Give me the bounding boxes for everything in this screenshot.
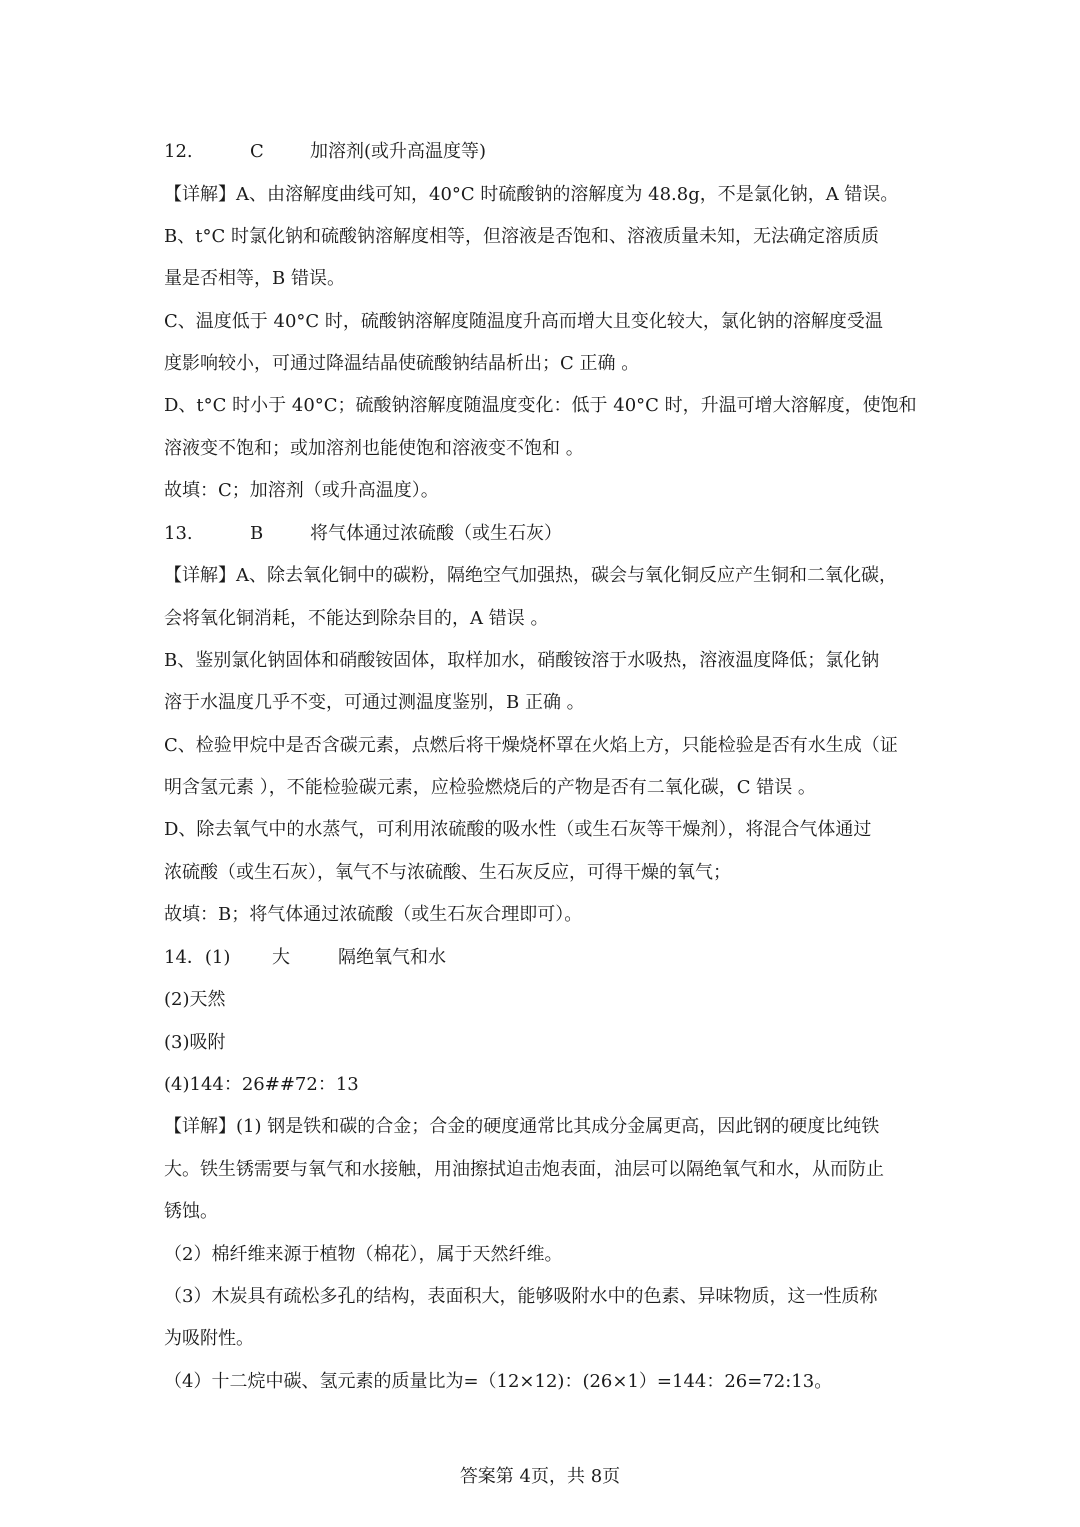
q12-choice: C bbox=[250, 141, 264, 162]
q12-explanation-line: 度影响较小，可通过降温结晶使硫酸钠结晶析出；C 正确 。 bbox=[164, 353, 640, 374]
q13-conclusion: 故填：B；将气体通过浓硫酸（或生石灰合理即可）。 bbox=[164, 904, 583, 925]
q13-choice: B bbox=[250, 523, 264, 544]
q13-explanation-line: B、鉴别氯化钠固体和硝酸铵固体，取样加水，硝酸铵溶于水吸热，溶液温度降低；氯化钠 bbox=[164, 650, 880, 671]
q14-answer-line bbox=[164, 946, 924, 970]
q13-explanation-line: 会将氧化铜消耗，不能达到除杂目的，A 错误 。 bbox=[164, 608, 549, 629]
q14-explanation-line: 【详解】(1) 钢是铁和碳的合金；合金的硬度通常比其成分金属更高，因此钢的硬度比纯铁 bbox=[164, 1116, 880, 1137]
q12-fill: 加溶剂(或升高温度等) bbox=[310, 141, 487, 162]
q12-explanation-line: D、t°C 时小于 40°C；硫酸钠溶解度随温度变化：低于 40°C 时，升温可增大溶解度，使饱和 bbox=[164, 395, 917, 416]
q13-fill: 将气体通过浓硫酸（或生石灰） bbox=[310, 523, 562, 544]
q12-explanation-line: 【详解】A、由溶解度曲线可知，40°C 时硫酸钠的溶解度为 48.8g，不是氯化钠，A 错误。 bbox=[164, 184, 899, 205]
q12-explanation-line: B、t°C 时氯化钠和硫酸钠溶解度相等，但溶液是否饱和、溶液质量未知，无法确定溶质质 bbox=[164, 226, 879, 247]
page-footer: 答案第 4页，共 8页 bbox=[459, 1466, 621, 1487]
q12-explanation-line: C、温度低于 40°C 时，硫酸钠溶解度随温度升高而增大且变化较大，氯化钠的溶解度受温 bbox=[164, 311, 883, 332]
q13-explanation-line: D、除去氧气中的水蒸气，可利用浓硫酸的吸水性（或生石灰等干燥剂），将混合气体通过 bbox=[164, 819, 872, 840]
q14-answer1: 大 bbox=[272, 947, 290, 968]
q12-number: 12. bbox=[164, 141, 193, 162]
q12-explanation-line: 量是否相等，B 错误。 bbox=[164, 268, 345, 289]
q14-answer3: (3)吸附 bbox=[164, 1032, 226, 1053]
q14-explanation-line: （3）木炭具有疏松多孔的结构，表面积大，能够吸附水中的色素、异味物质，这一性质称 bbox=[164, 1286, 878, 1307]
q13-answer-line bbox=[164, 522, 924, 546]
q14-explanation-line: 为吸附性。 bbox=[164, 1328, 254, 1349]
q14-explanation-line: 锈蚀。 bbox=[164, 1201, 218, 1222]
q14-answer2: (2)天然 bbox=[164, 989, 226, 1010]
q14-answer4: (4)144：26##72：13 bbox=[164, 1074, 359, 1095]
q14-explanation-line: 大。铁生锈需要与氧气和水接触，用油擦拭迫击炮表面，油层可以隔绝氧气和水，从而防止 bbox=[164, 1159, 884, 1180]
q13-number: 13. bbox=[164, 523, 193, 544]
q12-conclusion: 故填：C；加溶剂（或升高温度）。 bbox=[164, 480, 439, 501]
q14-answer1b: 隔绝氧气和水 bbox=[338, 947, 446, 968]
q14-explanation-line: （4）十二烷中碳、氢元素的质量比为=（12×12)：(26×1）=144：26=72:13。 bbox=[164, 1371, 833, 1392]
q12-answer-line bbox=[164, 140, 924, 164]
q13-explanation-line: C、检验甲烷中是否含碳元素，点燃后将干燥烧杯罩在火焰上方，只能检验是否有水生成（证 bbox=[164, 735, 898, 756]
q14-explanation-line: （2）棉纤维来源于植物（棉花），属于天然纤维。 bbox=[164, 1244, 563, 1265]
q13-explanation-line: 溶于水温度几乎不变，可通过测温度鉴别，B 正确 。 bbox=[164, 692, 585, 713]
q14-number: 14．(1) bbox=[164, 947, 231, 968]
q13-explanation-line: 【详解】A、除去氧化铜中的碳粉，隔绝空气加强热，碳会与氧化铜反应产生铜和二氧化碳， bbox=[164, 565, 897, 586]
q13-explanation-line: 浓硫酸（或生石灰），氧气不与浓硫酸、生石灰反应，可得干燥的氧气； bbox=[164, 862, 731, 883]
q12-explanation-line: 溶液变不饱和；或加溶剂也能使饱和溶液变不饱和 。 bbox=[164, 438, 584, 459]
q13-explanation-line: 明含氢元素 ），不能检验碳元素，应检验燃烧后的产物是否有二氧化碳，C 错误 。 bbox=[164, 777, 816, 798]
